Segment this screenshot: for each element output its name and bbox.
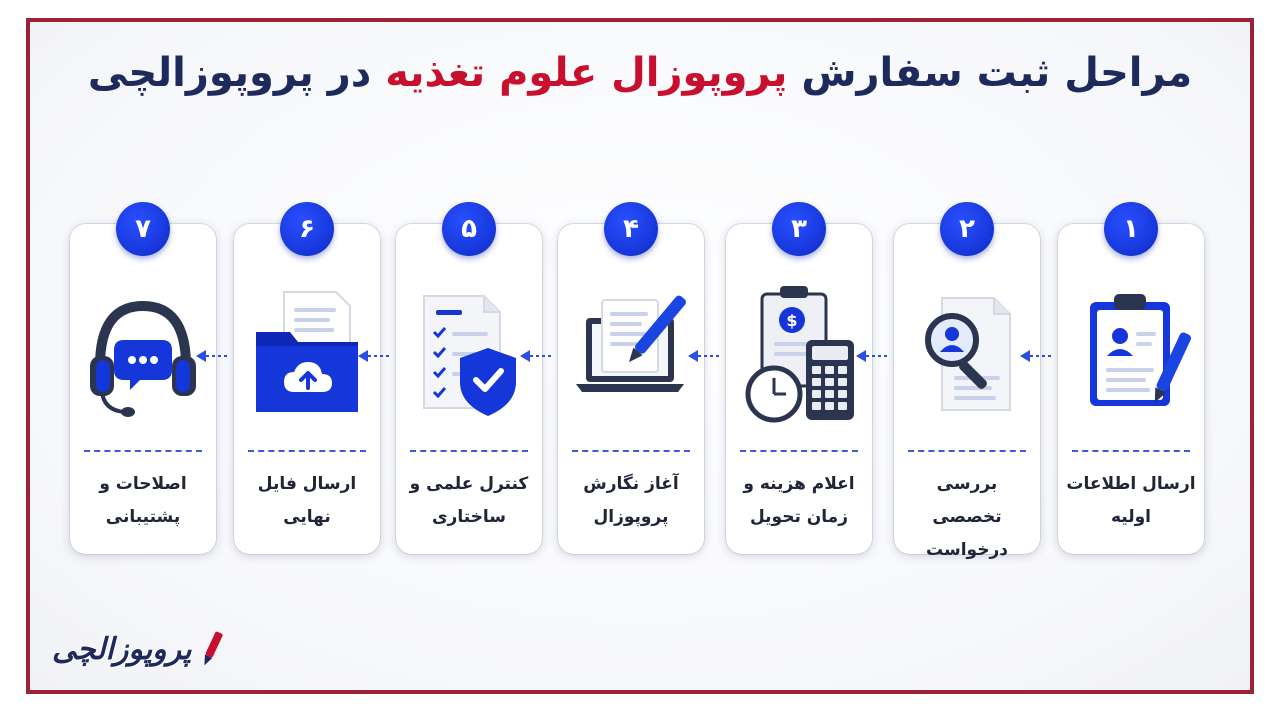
title-part2: در پروپوزالچی	[87, 50, 372, 96]
step-card-1	[1058, 214, 1204, 554]
step-divider	[908, 450, 1026, 452]
calculator-clock-icon	[734, 280, 864, 430]
step-divider	[84, 450, 202, 452]
step-divider	[572, 450, 690, 452]
step-number-badge: ۵	[442, 202, 496, 256]
arrow-left-icon	[688, 349, 722, 363]
checklist-shield-icon	[404, 280, 534, 430]
step-card-5	[396, 214, 542, 554]
step-label: اعلام هزینه و زمان تحویل	[743, 474, 855, 527]
step-number-badge: ۷	[116, 202, 170, 256]
step-label: کنترل علمی و ساختاری	[409, 474, 529, 527]
headset-support-icon	[78, 280, 208, 430]
step-card-3	[726, 214, 872, 554]
step-label: ارسال فایل نهایی	[257, 474, 357, 527]
step-card-6	[234, 214, 380, 554]
step-number-badge: ۱	[1104, 202, 1158, 256]
step-label: آغاز نگارش پروپوزال	[583, 474, 679, 527]
cloud-upload-folder-icon	[242, 280, 372, 430]
step-number-badge: ۳	[772, 202, 826, 256]
arrow-left-icon	[520, 349, 554, 363]
arrow-left-icon	[196, 349, 230, 363]
step-divider	[1072, 450, 1190, 452]
step-label: ارسال اطلاعات اولیه	[1066, 474, 1196, 527]
step-number-badge: ۴	[604, 202, 658, 256]
svg-text:$: $	[786, 311, 798, 330]
title-highlight: پروپوزال علوم تغذیه	[385, 50, 788, 96]
laptop-writing-icon	[566, 280, 696, 430]
step-card-7	[70, 214, 216, 554]
step-card-2	[894, 214, 1040, 560]
step-divider	[740, 450, 858, 452]
magnifier-document-icon	[902, 280, 1032, 430]
arrow-left-icon	[1020, 349, 1054, 363]
logo-text: پروپوزالچی	[52, 631, 192, 667]
step-label: بررسی تخصصی درخواست	[926, 474, 1008, 560]
arrow-left-icon	[856, 349, 890, 363]
title-part1: مراحل ثبت سفارش	[801, 50, 1193, 96]
step-card-4	[558, 214, 704, 554]
arrow-left-icon	[358, 349, 392, 363]
page-title	[0, 50, 1280, 96]
step-label: اصلاحات و پشتیبانی	[99, 474, 187, 527]
clipboard-profile-icon	[1066, 280, 1196, 430]
step-divider	[410, 450, 528, 452]
step-number-badge: ۲	[940, 202, 994, 256]
step-divider	[248, 450, 366, 452]
step-number-badge: ۶	[280, 202, 334, 256]
brand-logo[interactable]	[52, 626, 282, 672]
pen-logo-icon	[198, 629, 226, 669]
